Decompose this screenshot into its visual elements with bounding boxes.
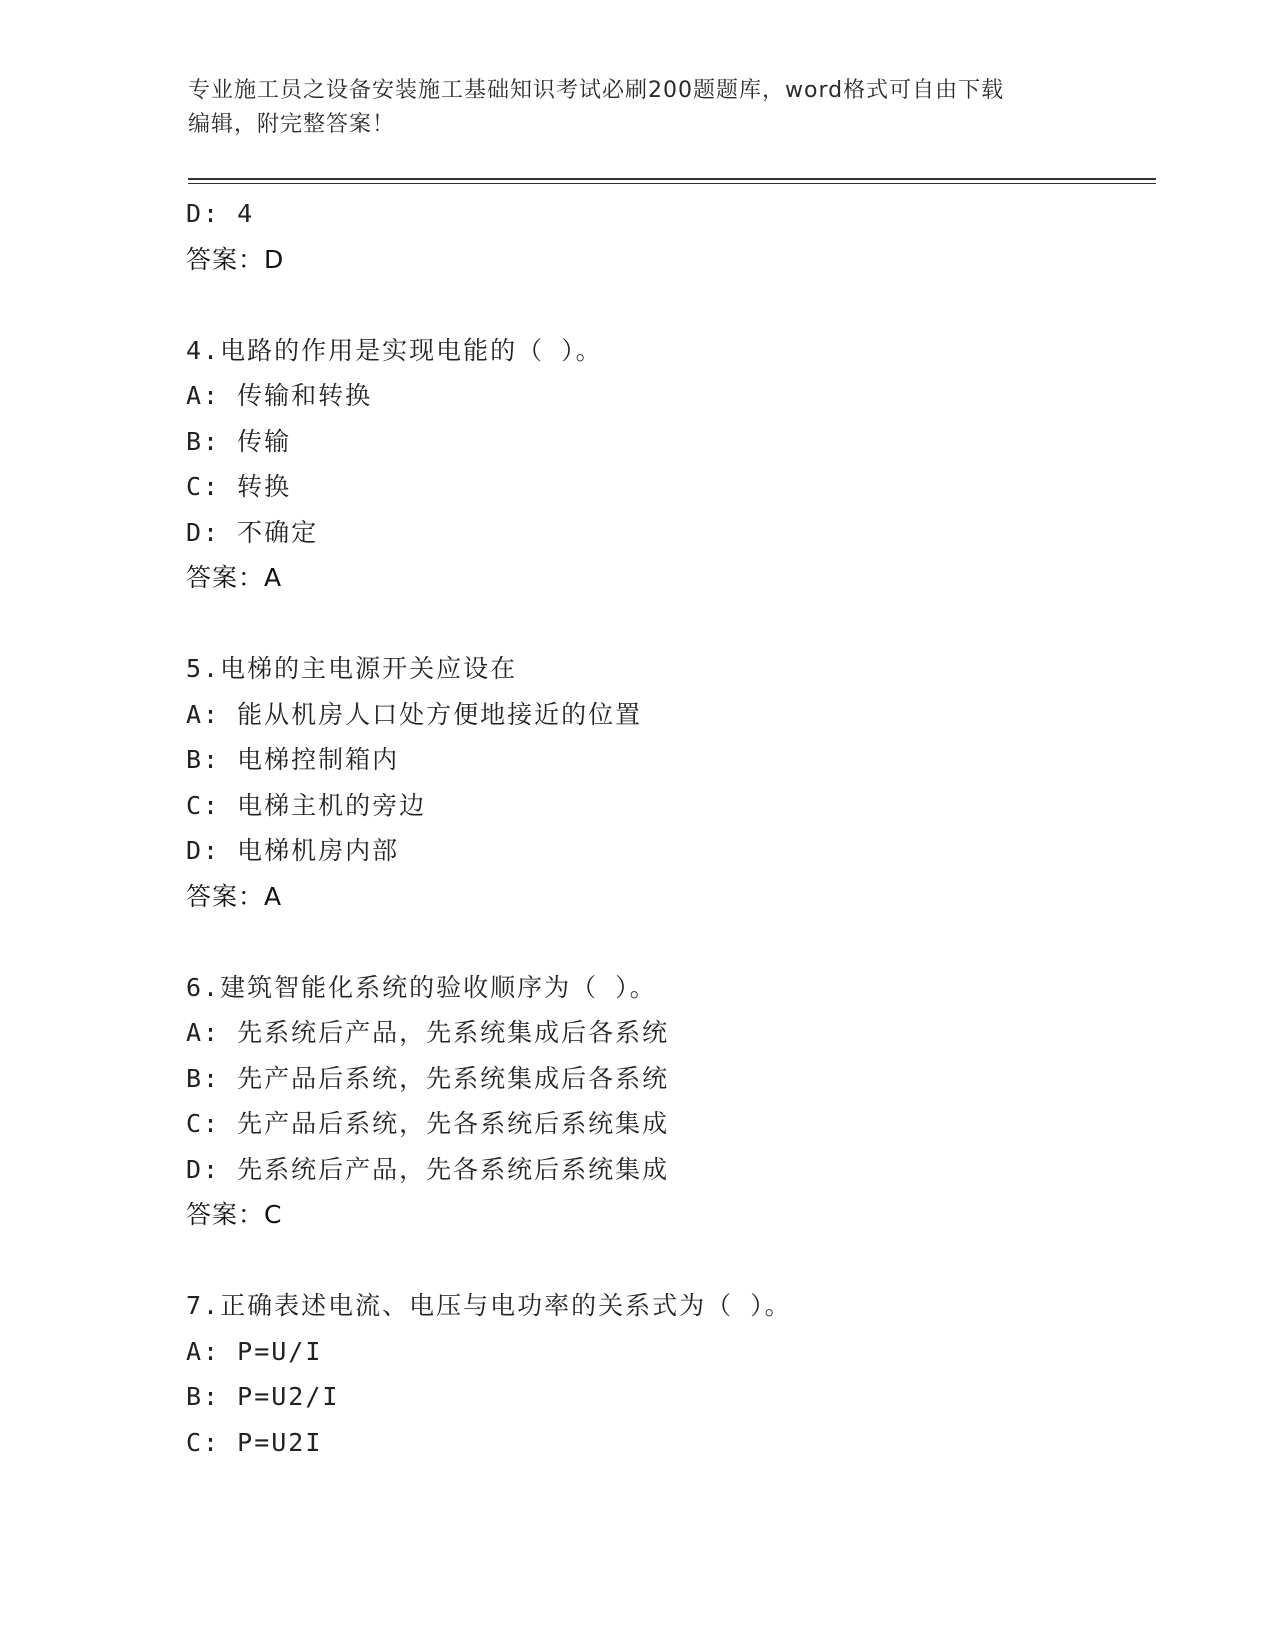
option-b: B: 先产品后系统，先系统集成后各系统 xyxy=(186,1063,670,1093)
option-d: D: 电梯机房内部 xyxy=(186,836,400,865)
option-d: D: 不确定 xyxy=(186,517,319,547)
option-a: A: 传输和转换 xyxy=(186,381,373,410)
option-b: B: P=U2/I xyxy=(186,1382,340,1411)
option-b: B: 传输 xyxy=(186,426,292,456)
option-c: C: 先产品后系统，先各系统后系统集成 xyxy=(186,1109,670,1138)
spacer xyxy=(186,282,1146,328)
option-a: A: 能从机房人口处方便地接近的位置 xyxy=(186,699,643,729)
question-block-3 xyxy=(186,191,1146,282)
question-list xyxy=(186,191,1146,1465)
header-title-line-2: 编辑，附完整答案！ xyxy=(188,112,396,137)
header-title-line-1: 专业施工员之设备安装施工基础知识考试必刷200题题库，word格式可自由下载 xyxy=(188,78,1005,103)
spacer xyxy=(186,1238,1146,1284)
question-text: 5.电梯的主电源开关应设在 xyxy=(186,654,518,683)
header-divider-thick xyxy=(188,178,1156,180)
document-header xyxy=(188,74,1088,142)
option-a: A: 先系统后产品，先系统集成后各系统 xyxy=(186,1018,670,1047)
answer-label: 答案：D xyxy=(186,244,285,274)
question-block-7 xyxy=(186,1283,1146,1465)
option-a: A: P=U/I xyxy=(186,1336,323,1366)
header-divider-thin xyxy=(188,183,1156,184)
question-text: 7.正确表述电流、电压与电功率的关系式为（ ）。 xyxy=(186,1291,792,1320)
option-d: D: 先系统后产品，先各系统后系统集成 xyxy=(186,1154,670,1184)
option-c: C: 电梯主机的旁边 xyxy=(186,790,427,820)
option-b: B: 电梯控制箱内 xyxy=(186,745,400,774)
question-block-5 xyxy=(186,646,1146,919)
spacer xyxy=(186,601,1146,647)
spacer xyxy=(186,919,1146,965)
answer-label: 答案：C xyxy=(186,1200,283,1229)
question-block-6 xyxy=(186,965,1146,1238)
answer-label: 答案：A xyxy=(186,563,283,592)
option-c: C: 转换 xyxy=(186,472,292,501)
question-text: 4.电路的作用是实现电能的（ ）。 xyxy=(186,335,603,365)
question-block-4 xyxy=(186,328,1146,601)
option-d: D: 4 xyxy=(186,199,255,228)
option-c: C: P=U2I xyxy=(186,1427,323,1457)
question-text: 6.建筑智能化系统的验收顺序为（ ）。 xyxy=(186,972,657,1002)
answer-label: 答案：A xyxy=(186,881,283,911)
